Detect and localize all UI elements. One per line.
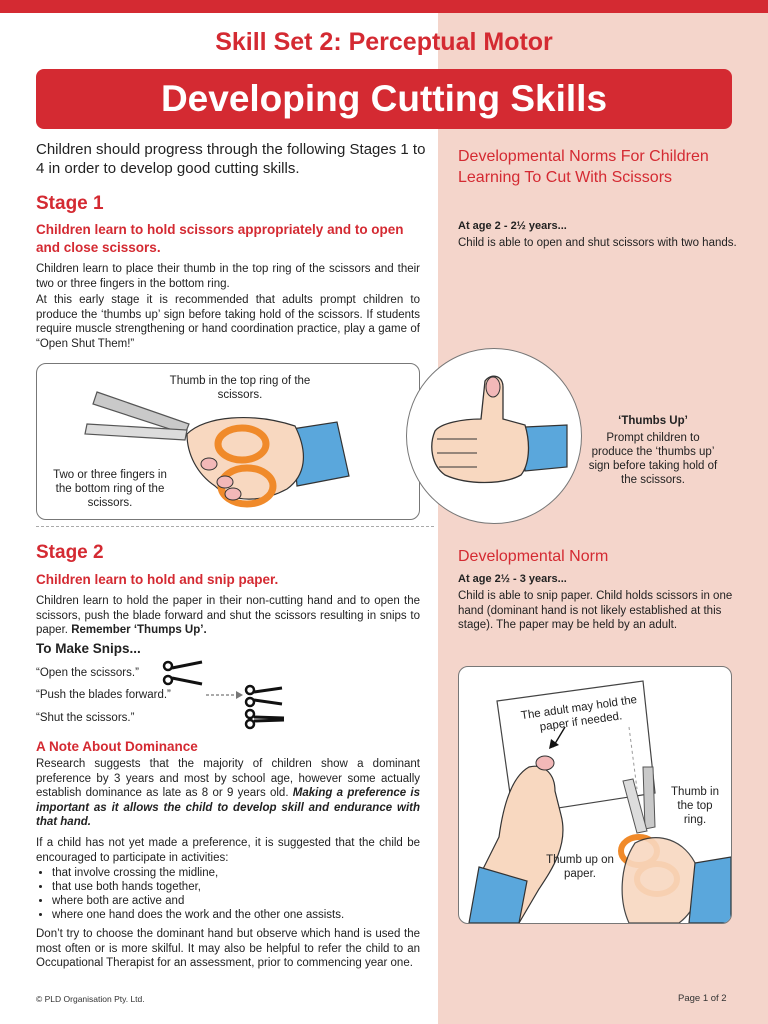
dominance-paragraph-1 [36, 757, 420, 830]
dominance-bold-text: Making a preference is important as it allows the child to develop skill and endurance with that hand. [36, 787, 420, 828]
scissors-forward-icon [246, 686, 282, 706]
dominance-paragraph-2: If a child has not yet made a preference, it is suggested that the child be encouraged to participate in activities: [36, 837, 420, 864]
list-item: • that use both hands together, [52, 880, 420, 894]
page-number: Page 1 of 2 [678, 993, 727, 1004]
activity-bullet-list [36, 866, 420, 922]
dashed-arrow-icon [206, 691, 243, 699]
caption-adult-hold-paper: The adult may hold the paper if needed. [520, 693, 638, 734]
caption-thumb-up-paper: Thumb up on paper. [546, 854, 614, 880]
list-item: • where one hand does the work and the other one assists. [52, 908, 420, 922]
scissors-shut-icon [246, 710, 284, 728]
copyright: © PLD Organisation Pty. Ltd. [36, 994, 145, 1004]
skill-set-heading: Skill Set 2: Perceptual Motor [215, 28, 553, 56]
page-title: Developing Cutting Skills [36, 69, 732, 129]
snip-step-3: “Shut the scissors.” [36, 712, 135, 724]
snips-heading: To Make Snips... [36, 641, 141, 656]
norms1-heading: Developmental Norms For Children Learning To Cut With Scissors [458, 148, 709, 186]
list-item: • that involve crossing the midline, [52, 866, 420, 880]
caption-thumb-top-ring: Thumb in the top ring of the scissors. [169, 375, 311, 401]
thumbs-up-illustration-circle [406, 348, 582, 524]
dominance-heading: A Note About Dominance [36, 739, 198, 754]
snipping-paper-illustration-box [458, 666, 732, 924]
list-item: • where both are active and [52, 894, 420, 908]
caption-thumb-in-ring: Thumb in the top ring. [671, 786, 719, 826]
dominance-text: Research suggests that the majority of children show a dominant preference by 3 years and most by school age, however some actually establish dominance as late as 8 or 9 years old. [36, 758, 420, 799]
stage1-paragraph-2: At this early stage it is recommended that adults prompt children to produce the ‘thumbs up’ sign before taking hold of the scissors. If students require muscle strengthening or hand coordination practice, play a game of “Open Shut Them!” [36, 294, 420, 350]
thumbs-up-text: Prompt children to produce the ‘thumbs up’ sign before taking hold of the scissors. [588, 432, 718, 486]
stage2-paragraph-text: Children learn to hold the paper in their non-cutting hand and to open the scissors, push the blade forward and shut the scissors resulting in snips to paper. [36, 595, 420, 636]
norms2-text: Child is able to snip paper. Child holds scissors in one hand (dominant hand is not likely established at this stage). The paper may be held by an adult. [458, 590, 733, 631]
stage1-subheading: Children learn to hold scissors appropriately and to open and close scissors. [36, 222, 404, 255]
top-bar [0, 0, 768, 13]
dominance-paragraph-3: Don’t try to choose the dominant hand but observe which hand is used the most often or is more skilful. It may also be helpful to refer the child to an Occupational Therapist for an assessment, prior to commencing year one. [36, 928, 420, 969]
snip-steps-icons [160, 660, 290, 730]
stage2-subheading: Children learn to hold and snip paper. [36, 572, 279, 587]
thumbs-up-hand-icon [407, 349, 581, 523]
caption-fingers-bottom-ring: Two or three fingers in the bottom ring of the scissors. [53, 469, 167, 509]
norms2-heading: Developmental Norm [458, 548, 609, 565]
snip-step-2: “Push the blades forward.” [36, 689, 171, 701]
thumbs-up-title: ‘Thumbs Up’ [618, 415, 688, 427]
norms1-text: Child is able to open and shut scissors with two hands. [458, 237, 737, 249]
norms1-age: At age 2 - 2½ years... [458, 220, 567, 232]
intro-text: Children should progress through the following Stages 1 to 4 in order to develop good cutting skills. [36, 141, 426, 177]
stage2-paragraph-bold: Remember ‘Thumps Up’. [71, 624, 207, 636]
scissors-grip-illustration-box [36, 363, 420, 520]
stage2-paragraph [36, 594, 420, 638]
section-divider [36, 526, 434, 527]
stage1-paragraph-1: Children learn to place their thumb in the top ring of the scissors and their two or three fingers in the bottom ring. [36, 263, 420, 290]
stage2-heading: Stage 2 [36, 542, 104, 563]
scissors-open-icon [164, 662, 202, 684]
norms2-age: At age 2½ - 3 years... [458, 573, 567, 585]
snip-step-1: “Open the scissors.” [36, 667, 139, 679]
stage1-heading: Stage 1 [36, 193, 104, 214]
